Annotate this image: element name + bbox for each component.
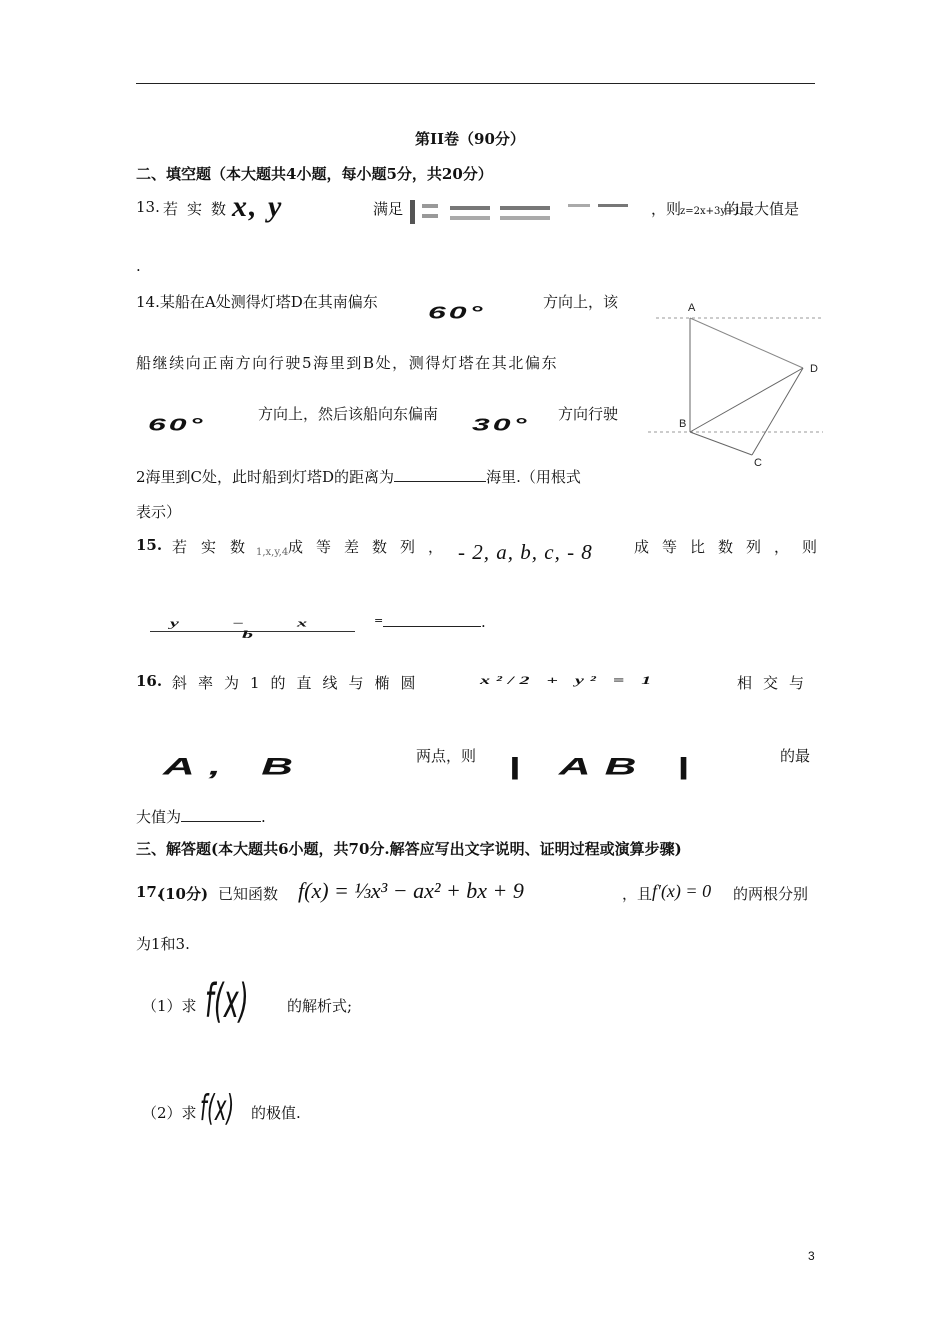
q17-derivative: f′(x) = 0 [652, 881, 712, 901]
q14-answer-blank[interactable] [394, 467, 486, 482]
angle-60-a: 60° [428, 302, 486, 323]
q17-function: f(x) = ⅓x³ − ax² + bx + 9 [298, 878, 524, 903]
angle-30: 30° [472, 414, 530, 435]
header-rule [136, 83, 815, 84]
q13-objective: z=2x+3y+1 [680, 206, 741, 217]
label-A: A [688, 302, 696, 314]
q16-answer-blank[interactable] [181, 807, 261, 822]
label-D: D [810, 363, 818, 375]
part-title: 第II卷（90分） [415, 130, 525, 148]
q15-answer-blank[interactable] [383, 612, 481, 627]
ship-lighthouse-diagram [648, 295, 828, 475]
constraint-system-image [408, 198, 636, 226]
q16-ellipse: x²/2 + y² = 1 [480, 674, 658, 688]
label-B: B [679, 418, 687, 430]
q15-seq1: 1,x,y,4 [256, 547, 289, 558]
label-C: C [754, 457, 762, 469]
section2-heading: 二、填空题（本大题共4小题，每小题5分，共20分） [136, 165, 493, 183]
q16-ab: | AB | [508, 753, 703, 781]
angle-60-b: 60° [148, 414, 206, 435]
q16-points: A, B [163, 753, 307, 781]
q15-seq2: - 2, a, b, c, - 8 [458, 540, 593, 564]
q17-p2-fx: f(x) [200, 1088, 235, 1129]
q13-vars: x, y [232, 190, 284, 223]
section3-heading: 三、解答题(本大题共6小题，共70分.解答应写出文字说明、证明过程或演算步骤) [136, 840, 682, 858]
q15-fraction: y − x b [150, 614, 360, 650]
page-number: 3 [808, 1249, 815, 1263]
q17-p1-fx: f(x) [205, 974, 249, 1028]
